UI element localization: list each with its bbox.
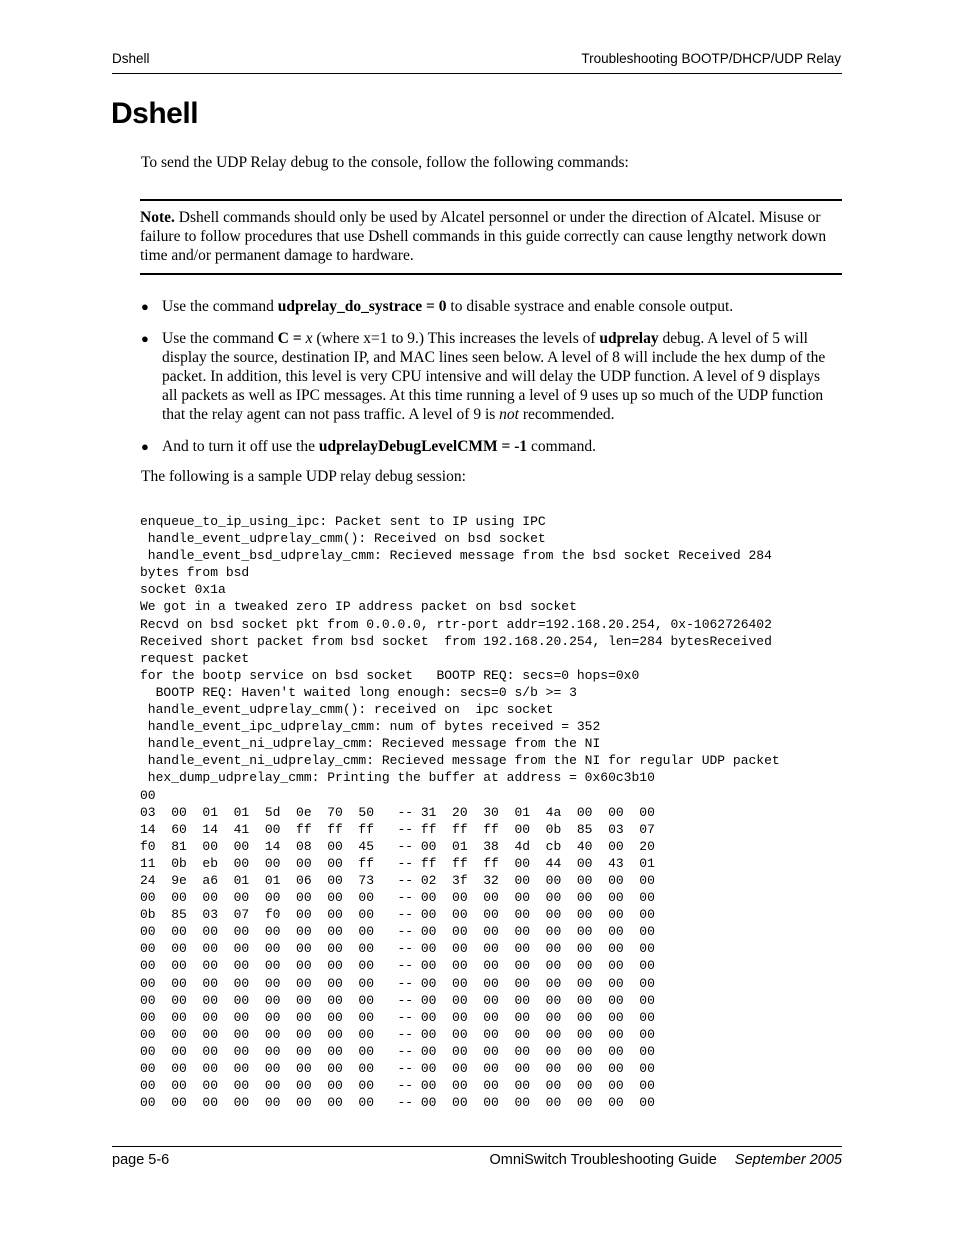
code-line: bytes from bsd <box>140 565 250 581</box>
code-line: handle_event_bsd_udprelay_cmm: Recieved message from the bsd socket Received 284 <box>140 548 772 564</box>
bullet-text: command. <box>527 438 597 455</box>
list-item <box>140 329 830 424</box>
code-line: 00 00 00 00 00 00 00 00 -- 00 00 00 00 00 00 00 00 <box>140 1078 655 1094</box>
variable-text: x <box>305 330 313 347</box>
code-line: handle_event_udprelay_cmm(): Received on bsd socket <box>140 531 546 547</box>
page-title: Dshell <box>111 97 199 130</box>
code-line: 11 0b eb 00 00 00 00 ff -- ff ff ff 00 44 00 43 01 <box>140 855 655 871</box>
code-line: 00 00 00 00 00 00 00 00 -- 00 00 00 00 00 00 00 00 <box>140 924 655 940</box>
note-label: Note. <box>140 209 175 226</box>
command-text: udprelay_do_systrace = 0 <box>277 298 447 315</box>
code-line: 00 00 00 00 00 00 00 00 -- 00 00 00 00 00 00 00 00 <box>140 890 655 906</box>
bullet-text: (where x=1 to 9.) This increases the levels of <box>312 330 600 347</box>
bullet-icon: ● <box>141 331 149 346</box>
footer-rule <box>112 1146 842 1147</box>
code-line: 00 00 00 00 00 00 00 00 -- 00 00 00 00 00 00 00 00 <box>140 1026 655 1042</box>
bullet-text: And to turn it off use the <box>162 438 319 455</box>
publication-date: September 2005 <box>734 1152 842 1168</box>
command-list <box>140 297 830 469</box>
code-line: socket 0x1a <box>140 582 226 598</box>
code-line: 00 00 00 00 00 00 00 00 -- 00 00 00 00 00 00 00 00 <box>140 958 655 974</box>
code-line: 24 9e a6 01 01 06 00 73 -- 02 3f 32 00 00 00 00 00 <box>140 872 655 888</box>
code-line: request packet <box>140 650 250 666</box>
code-line: 00 00 00 00 00 00 00 00 -- 00 00 00 00 00 00 00 00 <box>140 1009 655 1025</box>
code-line: for the bootp service on bsd socket BOOTP REQ: secs=0 hops=0x0 <box>140 667 640 683</box>
code-line: hex_dump_udprelay_cmm: Printing the buffer at address = 0x60c3b10 <box>140 770 655 786</box>
code-line: handle_event_ipc_udprelay_cmm: num of bytes received = 352 <box>140 719 601 735</box>
code-line: enqueue_to_ip_using_ipc: Packet sent to IP using IPC <box>140 514 546 529</box>
emphasis-text: not <box>499 406 519 423</box>
note-box <box>140 199 842 275</box>
guide-title: OmniSwitch Troubleshooting Guide <box>489 1152 717 1168</box>
code-line: 14 60 14 41 00 ff ff ff -- ff ff ff 00 0b 85 03 07 <box>140 821 655 837</box>
code-line: 00 00 00 00 00 00 00 00 -- 00 00 00 00 00 00 00 00 <box>140 1061 655 1076</box>
bullet-text: Use the command <box>162 298 278 315</box>
running-header-section: Dshell <box>112 51 150 66</box>
code-line: 00 00 00 00 00 00 00 00 -- 00 00 00 00 00 00 00 00 <box>140 975 655 991</box>
debug-output <box>140 513 780 1111</box>
code-line: We got in a tweaked zero IP address packet on bsd socket <box>140 599 577 615</box>
header-rule <box>112 73 842 74</box>
code-line: 03 00 01 01 5d 0e 70 50 -- 31 20 30 01 4a 00 00 00 <box>140 804 655 820</box>
code-line: handle_event_ni_udprelay_cmm: Recieved message from the NI for regular UDP packet <box>140 753 780 769</box>
code-line: 00 00 00 00 00 00 00 00 -- 00 00 00 00 00 00 00 00 <box>140 1043 655 1059</box>
list-item <box>140 297 830 316</box>
bullet-text: debug. A level of 5 will display the source, destination IP, and MAC lines seen below. A level of 8 will include the hex dump of the packet. In addition, this level is very CPU intensive and will delay the UDP function. A level of 9 displays all packets as well as IPC messages. At this time running a level of 9 uses up so much of the UDP function that the relay agent can not pass traffic. A level of 9 is <box>162 330 826 423</box>
code-line: f0 81 00 00 14 08 00 45 -- 00 01 38 4d cb 40 00 20 <box>140 838 655 854</box>
code-line: 00 00 00 00 00 00 00 00 -- 00 00 00 00 00 00 00 00 <box>140 992 655 1008</box>
footer-guide-info <box>489 1152 842 1168</box>
code-line: BOOTP REQ: Haven't waited long enough: secs=0 s/b >= 3 <box>140 684 577 700</box>
intro-paragraph: To send the UDP Relay debug to the console, follow the following commands: <box>141 154 629 171</box>
bullet-text: to disable systrace and enable console output. <box>446 298 734 315</box>
bullet-text: recommended. <box>518 406 615 423</box>
code-line: handle_event_udprelay_cmm(): received on ipc socket <box>140 702 554 718</box>
code-line: Recvd on bsd socket pkt from 0.0.0.0, rtr-port addr=192.168.20.254, 0x-1062726402 <box>140 616 772 632</box>
bullet-text: Use the command <box>162 330 278 347</box>
note-text: Dshell commands should only be used by Alcatel personnel or under the direction of Alcatel. Misuse or failure to follow procedures that use Dshell commands in this guide correctly can cause lengthy network down time and/or permanent damage to hardware. <box>140 209 827 264</box>
code-line: Received short packet from bsd socket from 192.168.20.254, len=284 bytesReceived <box>140 633 772 649</box>
page-number: page 5-6 <box>112 1152 170 1168</box>
command-text: udprelay <box>599 330 659 347</box>
bullet-icon: ● <box>141 299 149 314</box>
command-text: udprelayDebugLevelCMM = -1 <box>318 438 528 455</box>
code-line: 0b 85 03 07 f0 00 00 00 -- 00 00 00 00 00 00 00 00 <box>140 907 655 923</box>
code-line: 00 <box>140 787 156 803</box>
code-line: 00 00 00 00 00 00 00 00 -- 00 00 00 00 00 00 00 00 <box>140 941 655 957</box>
code-line: handle_event_ni_udprelay_cmm: Recieved message from the NI <box>140 736 601 752</box>
sample-intro: The following is a sample UDP relay debug session: <box>141 468 466 485</box>
running-header-chapter: Troubleshooting BOOTP/DHCP/UDP Relay <box>581 51 841 66</box>
code-line: 00 00 00 00 00 00 00 00 -- 00 00 00 00 00 00 00 00 <box>140 1095 655 1111</box>
list-item <box>140 437 830 456</box>
bullet-icon: ● <box>141 439 149 454</box>
command-text: C = <box>277 330 306 347</box>
